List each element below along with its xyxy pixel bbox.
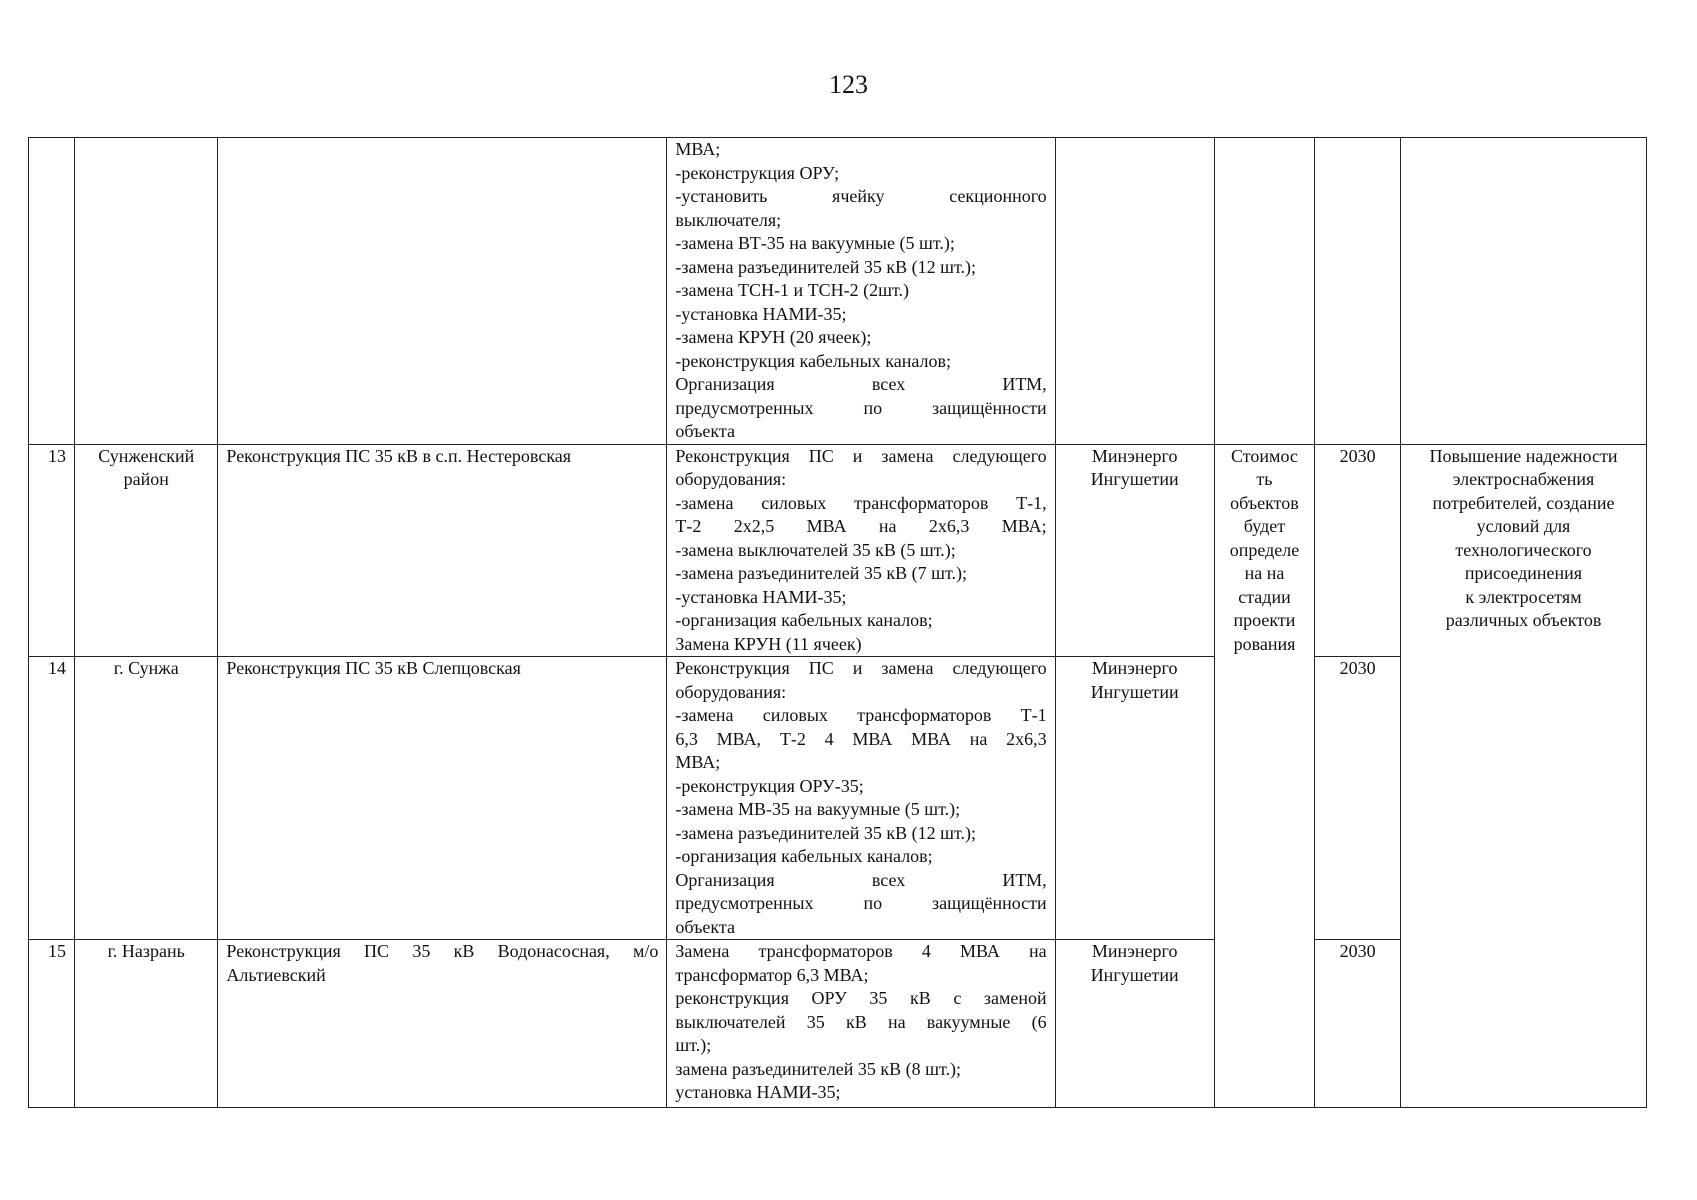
text-line: 6,3 МВА, Т-2 4 МВА МВА на 2х6,3 (675, 728, 1047, 749)
cell-num: 14 (29, 657, 75, 940)
text-line: Реконструкция ПС и замена следующего (675, 445, 1047, 466)
cell-object: Реконструкция ПС 35 кВ Слепцовская (218, 657, 667, 940)
text-line: -замена разъединителей 35 кВ (12 шт.); (675, 822, 976, 843)
text-line: г. Сунжа (113, 658, 179, 678)
cell-num (29, 138, 75, 445)
text-line: -организация кабельных каналов; (675, 846, 933, 866)
text-line: -установка НАМИ-35; (675, 303, 847, 324)
text-line: Ингушетии (1090, 469, 1179, 489)
text-line: объекта (675, 421, 735, 441)
table-row-continued (29, 138, 1647, 445)
cell-year: 2030 (1315, 657, 1401, 940)
cell-cost-merged (1214, 444, 1314, 1108)
text-line: Т-2 2х2,5 МВА на 2х6,3 МВА; (675, 516, 1047, 536)
text-line: различных объектов (1445, 610, 1602, 630)
cell-purpose (1401, 138, 1647, 445)
cell-object: Реконструкция ПС 35 кВ в с.п. Нестеровская (218, 444, 667, 657)
text-line: -установить ячейку секционного (675, 186, 1047, 206)
cell-cost (1214, 138, 1314, 445)
text-line: оборудования: (675, 469, 787, 489)
text-line: -реконструкция кабельных каналов; (675, 350, 951, 371)
text-line: -установка НАМИ-35; (675, 586, 847, 607)
cell-year: 2030 (1315, 444, 1401, 657)
text-line: установка НАМИ-35; (675, 1082, 841, 1102)
text-line: Замена КРУН (11 ячеек) (675, 633, 862, 654)
text-line: район (123, 469, 169, 489)
cell-scope (667, 940, 1055, 1108)
text-line: Стоимос (1231, 445, 1298, 466)
text-line: -замена разъединителей 35 кВ (7 шт.); (675, 563, 967, 583)
text-line: г. Назрань (107, 941, 185, 961)
text-line: -замена выключателей 35 кВ (5 шт.); (675, 539, 956, 560)
cell-scope (667, 444, 1055, 657)
text-line: Замена трансформаторов 4 МВА на (675, 941, 1047, 961)
text-line: объектов (1230, 492, 1299, 513)
text-line: объекта (675, 916, 735, 937)
text-line: Организация всех ИТМ, (675, 869, 1047, 890)
text-line: реконструкция ОРУ 35 кВ с заменой (675, 988, 1047, 1008)
text-line: электроснабжения (1452, 469, 1595, 489)
text-line: Ингушетии (1090, 681, 1179, 702)
text-line: Повышение надежности (1429, 445, 1618, 466)
text-line: предусмотренных по защищённости (675, 397, 1047, 418)
text-line: -замена КРУН (20 ячеек); (675, 327, 872, 347)
text-line: проекти (1233, 610, 1296, 630)
cell-responsible (1055, 657, 1214, 940)
cell-scope (667, 657, 1055, 940)
text-line: Сунженский (98, 445, 195, 466)
cell-object: Реконструкция ПС 35 кВ Водонасосная, м/о Альтиевский (218, 940, 667, 1108)
cell-responsible (1055, 138, 1214, 445)
cell-district (75, 657, 218, 940)
text-line: МВА; (675, 752, 721, 772)
text-line: -замена МВ-35 на вакуумные (5 шт.); (675, 799, 961, 819)
cell-num: 13 (29, 444, 75, 657)
cell-num: 15 (29, 940, 75, 1108)
page-number: 123 (829, 70, 868, 99)
cell-year (1315, 138, 1401, 445)
cell-object (218, 138, 667, 445)
cell-purpose-merged (1401, 444, 1647, 1108)
text-line: замена разъединителей 35 кВ (8 шт.); (675, 1058, 961, 1079)
text-line: присоединения (1464, 563, 1583, 583)
text-line: шт.); (675, 1035, 712, 1055)
text-line: условий для (1476, 516, 1571, 536)
text-line: стадии (1238, 586, 1291, 607)
text-line: потребителей, создание (1432, 492, 1615, 513)
text-line: -замена разъединителей 35 кВ (12 шт.); (675, 256, 976, 277)
text-line: -реконструкция ОРУ; (675, 162, 840, 183)
cell-scope (667, 138, 1055, 445)
text-line: к электросетям (1465, 586, 1582, 607)
text-line: -реконструкция ОРУ-35; (675, 775, 864, 796)
text-line: определе (1229, 539, 1300, 560)
text-line: выключателя; (675, 209, 782, 230)
text-line: -замена силовых трансформаторов Т-1 (675, 705, 1047, 725)
text-line: оборудования: (675, 681, 787, 702)
text-line: Организация всех ИТМ, (675, 374, 1047, 394)
text-line: -замена ВТ-35 на вакуумные (5 шт.); (675, 233, 955, 253)
cell-district (75, 444, 218, 657)
text-line: выключателей 35 кВ на вакуумные (6 (675, 1011, 1047, 1032)
text-line: трансформатор 6,3 МВА; (675, 964, 869, 985)
cell-district (75, 940, 218, 1108)
text-line: Минэнерго (1091, 941, 1178, 961)
text-line: -замена ТСН-1 и ТСН-2 (2шт.) (675, 280, 909, 300)
cell-responsible (1055, 444, 1214, 657)
text-line: МВА; (675, 139, 721, 159)
text-line: предусмотренных по защищённости (675, 893, 1047, 913)
table-row-13 (29, 444, 1647, 657)
text-line: рования (1233, 633, 1296, 654)
text-line: -замена силовых трансформаторов Т-1, (675, 492, 1047, 513)
cell-year: 2030 (1315, 940, 1401, 1108)
text-line: Ингушетии (1090, 964, 1179, 985)
text-line: Минэнерго (1091, 658, 1178, 678)
text-line: технологического (1455, 539, 1592, 560)
text-line: -организация кабельных каналов; (675, 610, 933, 630)
text-line: ть (1256, 469, 1273, 489)
cell-district (75, 138, 218, 445)
text-line: Минэнерго (1091, 445, 1178, 466)
cell-responsible (1055, 940, 1214, 1108)
text-line: Реконструкция ПС и замена следующего (675, 658, 1047, 678)
investment-table (28, 137, 1647, 1108)
text-line: будет (1243, 516, 1286, 536)
text-line: на на (1244, 563, 1285, 583)
